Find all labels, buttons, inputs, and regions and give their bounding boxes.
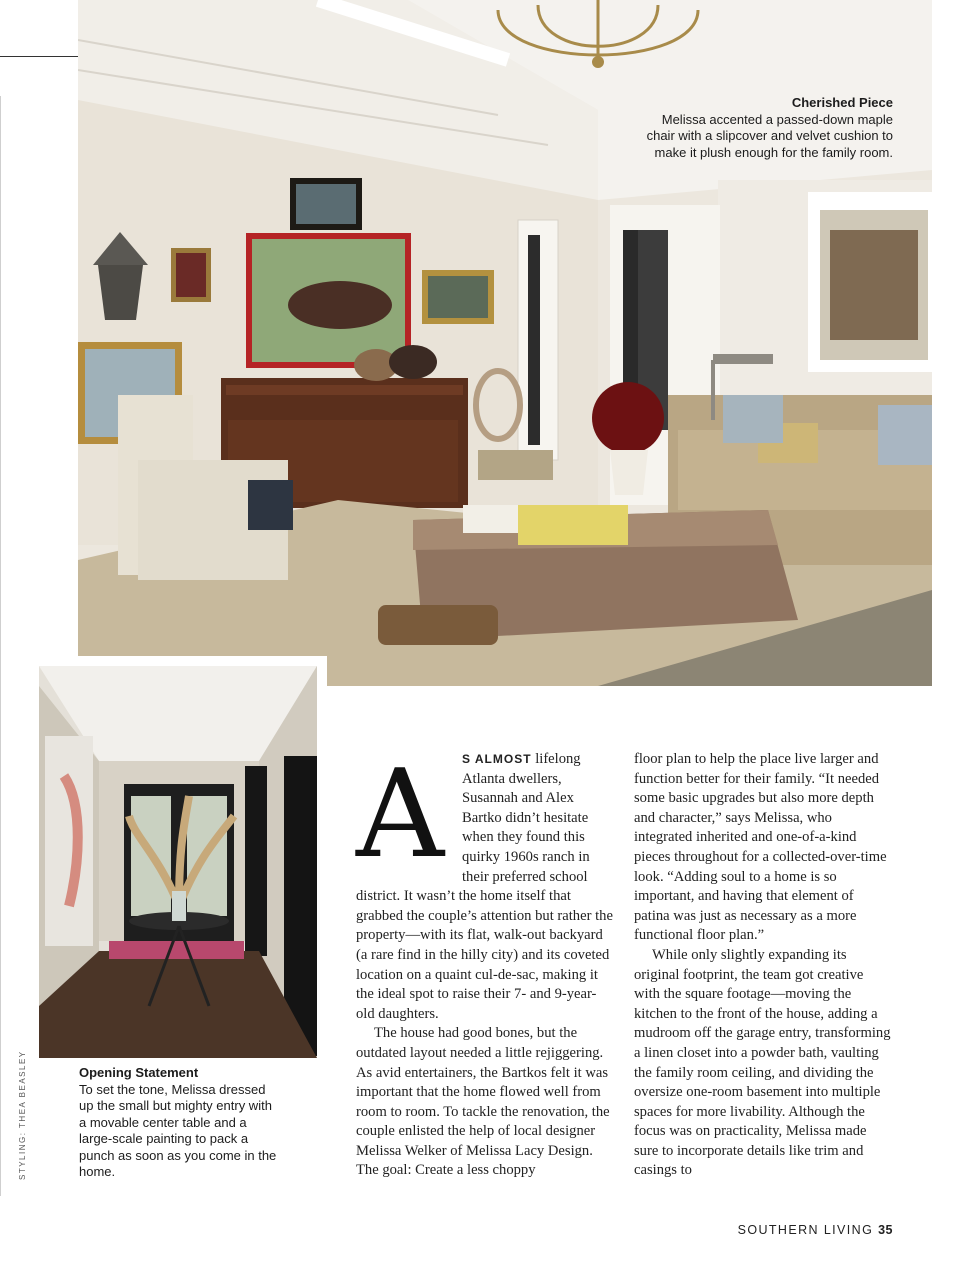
paragraph-text: lifelong Atlanta dwellers, Susannah and Alex Bartko didn’t hesitate when they found this quirky 1960s ranch in their preferred school district. It wasn’t the home itself that grabbed the couple’s attention but rather the property—with its flat, walk-out backyard (a rare find in the hilly city) and its coveted location on a quaint cul-de-sac, making it the ideal spot to raise their 7- and 9-year-old daughters. bbox=[356, 751, 613, 1022]
article-column-2 bbox=[634, 750, 892, 1181]
article-paragraph bbox=[356, 743, 614, 1024]
side-rule bbox=[0, 96, 1, 1196]
caption-title: Cherished Piece bbox=[791, 95, 893, 110]
article-paragraph: While only slightly expanding its original footprint, the team got creative with the square footage—moving the kitchen to the front of the house, adding a mudroom off the garage entry, transforming a linen closet into a powder bath, vaulting the family room ceiling, and dividing the oversize one-room basement into multiple spaces for more livability. Although the focus was on practicality, Melissa made sure to incorporate details like trim and casings to bbox=[634, 946, 891, 1179]
page-footer bbox=[738, 1223, 893, 1237]
article-paragraph: The house had good bones, but the outdated layout needed a little rejiggering. As avid entertainers, the Bartkos felt it was important that the home flowed well from room to room. To tackle the renovation, the couple enlisted the help of local designer Melissa Welker of Melissa Lacy Design. The goal: Create a less choppy bbox=[356, 1025, 610, 1179]
page-number: 35 bbox=[878, 1223, 893, 1237]
caption-title: Opening Statement bbox=[79, 1065, 199, 1080]
top-rule bbox=[0, 56, 78, 57]
magazine-name: SOUTHERN LIVING bbox=[737, 1223, 874, 1237]
article-paragraph: floor plan to help the place live larger and function better for their family. “It needed some basic upgrades but also more depth and character,” says Melissa, who integrated inherited and one-of-a-kind pieces throughout for a collected-over-time look. “Adding soul to a home is so important, and having that element of patina was just as necessary as a more functional floor plan.” bbox=[634, 751, 887, 944]
caption-opening-statement bbox=[79, 1065, 279, 1181]
caption-text: To set the tone, Melissa dressed up the small but mighty entry with a movable center table and a large-scale painting to pack a punch as soon as you come in the home. bbox=[79, 1081, 277, 1179]
caption-text: Melissa accented a passed-down maple chair with a slipcover and velvet cushion to make it plush enough for the family room. bbox=[646, 111, 893, 160]
drop-cap: A bbox=[356, 743, 445, 885]
entry-hall-photo bbox=[39, 666, 317, 1058]
lead-in: S ALMOST bbox=[462, 752, 532, 766]
article-column-1 bbox=[356, 743, 614, 1181]
caption-cherished-piece bbox=[633, 95, 893, 161]
styling-credit: STYLING: THEA BEASLEY bbox=[18, 1050, 27, 1180]
